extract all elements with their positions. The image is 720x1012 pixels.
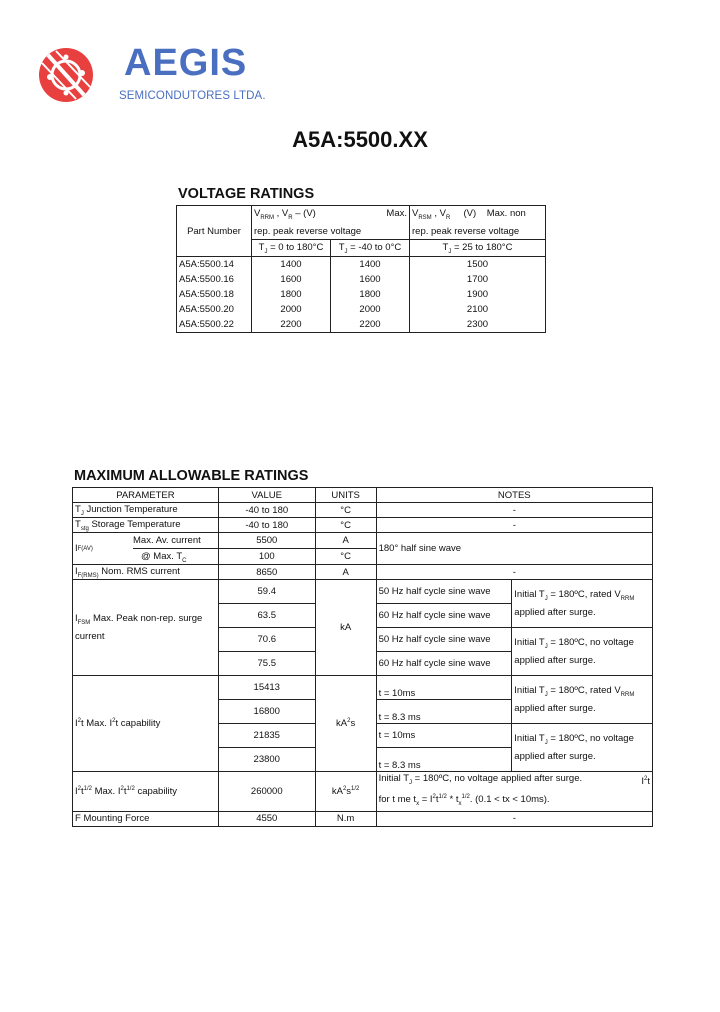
table-row: 70.6 50 Hz half cycle sine wave Initial $T_J$ = 180ºC, no voltage applied after surge. — [73, 628, 653, 652]
condition-1: $T_J = 0$ to 180°C — [252, 240, 331, 257]
param-header: PARAMETER — [73, 488, 219, 503]
table-row: $T_{stg}$ Storage Temperature -40 to 180 °C - — [73, 518, 653, 533]
notes-header: NOTES — [376, 488, 652, 503]
max-ratings-table — [72, 487, 653, 827]
max-ratings-heading: MAXIMUM ALLOWABLE RATINGS — [74, 468, 309, 484]
voltage-ratings-table — [176, 205, 546, 333]
table-row: I F(AV) Max. Av. current @ Max. $T_C$ 5500 100 A °C 180° half sine wave — [73, 533, 653, 565]
table-row: A5A:5500.16 1600 1600 1700 — [177, 272, 546, 287]
value-header: VALUE — [218, 488, 315, 503]
table-row: 63.5 60 Hz half cycle sine wave — [73, 604, 653, 628]
part-number-header: Part Number — [177, 206, 252, 257]
table-row: $I^2t^{1/2}$ Max. $I^2t^{1/2}$ capability 260000 $kA^2s^{1/2}$ $I^2t$ Initial $T_J$ = 180ºC, no voltage applied after surge. for t me $t_x = I^2t^{1/2} * t_x^{1/2}$. (0.1 < tx < 10ms). — [73, 772, 653, 812]
vrrm-header: Max. $V_{RRM}$ , $V_R - (V)$ rep. peak reverse voltage — [252, 206, 410, 240]
table-row: 23800 t = 8.3 ms — [73, 748, 653, 772]
table-row: A5A:5500.18 1800 1800 1900 — [177, 287, 546, 302]
brand-name: AEGIS — [124, 42, 248, 84]
table-row: A5A:5500.14 1400 1400 1500 — [177, 257, 546, 273]
table-row: 16800 t = 8.3 ms — [73, 700, 653, 724]
brand-subtitle: SEMICONDUTORES LTDA. — [119, 90, 266, 102]
table-row: 75.5 60 Hz half cycle sine wave — [73, 652, 653, 676]
table-row: $I^2t$ Max. $I^2t$ capability 15413 $kA^2s$ t = 10ms Initial $T_J$ = 180ºC, rated $V_{RRM}$ applied after surge. — [73, 676, 653, 700]
table-row: $T_J$ Junction Temperature -40 to 180 °C - — [73, 503, 653, 518]
table-row: $I_{FSM}$ Max. Peak non-rep. surge current 59.4 kA 50 Hz half cycle sine wave Initial $T_J$ = 180ºC, rated $V_{RRM}$ applied after surge. — [73, 580, 653, 604]
aegis-logo-icon — [38, 47, 94, 103]
condition-3: $T_J = 25$ to 180°C — [410, 240, 546, 257]
table-row: F Mounting Force 4550 N.m - — [73, 811, 653, 826]
vrsm-header: $V_{RSM}$ , $V_R$ (V) Max. non rep. peak reverse voltage — [410, 206, 546, 240]
table-row: 21835 t = 10ms Initial $T_J$ = 180ºC, no voltage applied after surge. — [73, 724, 653, 748]
page-title: A5A:5500.XX — [292, 127, 428, 152]
units-header: UNITS — [315, 488, 376, 503]
table-row: $I_{F(RMS)}$ Nom. RMS current 8650 A - — [73, 565, 653, 580]
table-row: A5A:5500.20 2000 2000 2100 — [177, 302, 546, 317]
voltage-ratings-heading: VOLTAGE RATINGS — [178, 186, 315, 202]
condition-2: $T_J = -40$ to 0°C — [331, 240, 410, 257]
table-row: A5A:5500.22 2200 2200 2300 — [177, 317, 546, 333]
